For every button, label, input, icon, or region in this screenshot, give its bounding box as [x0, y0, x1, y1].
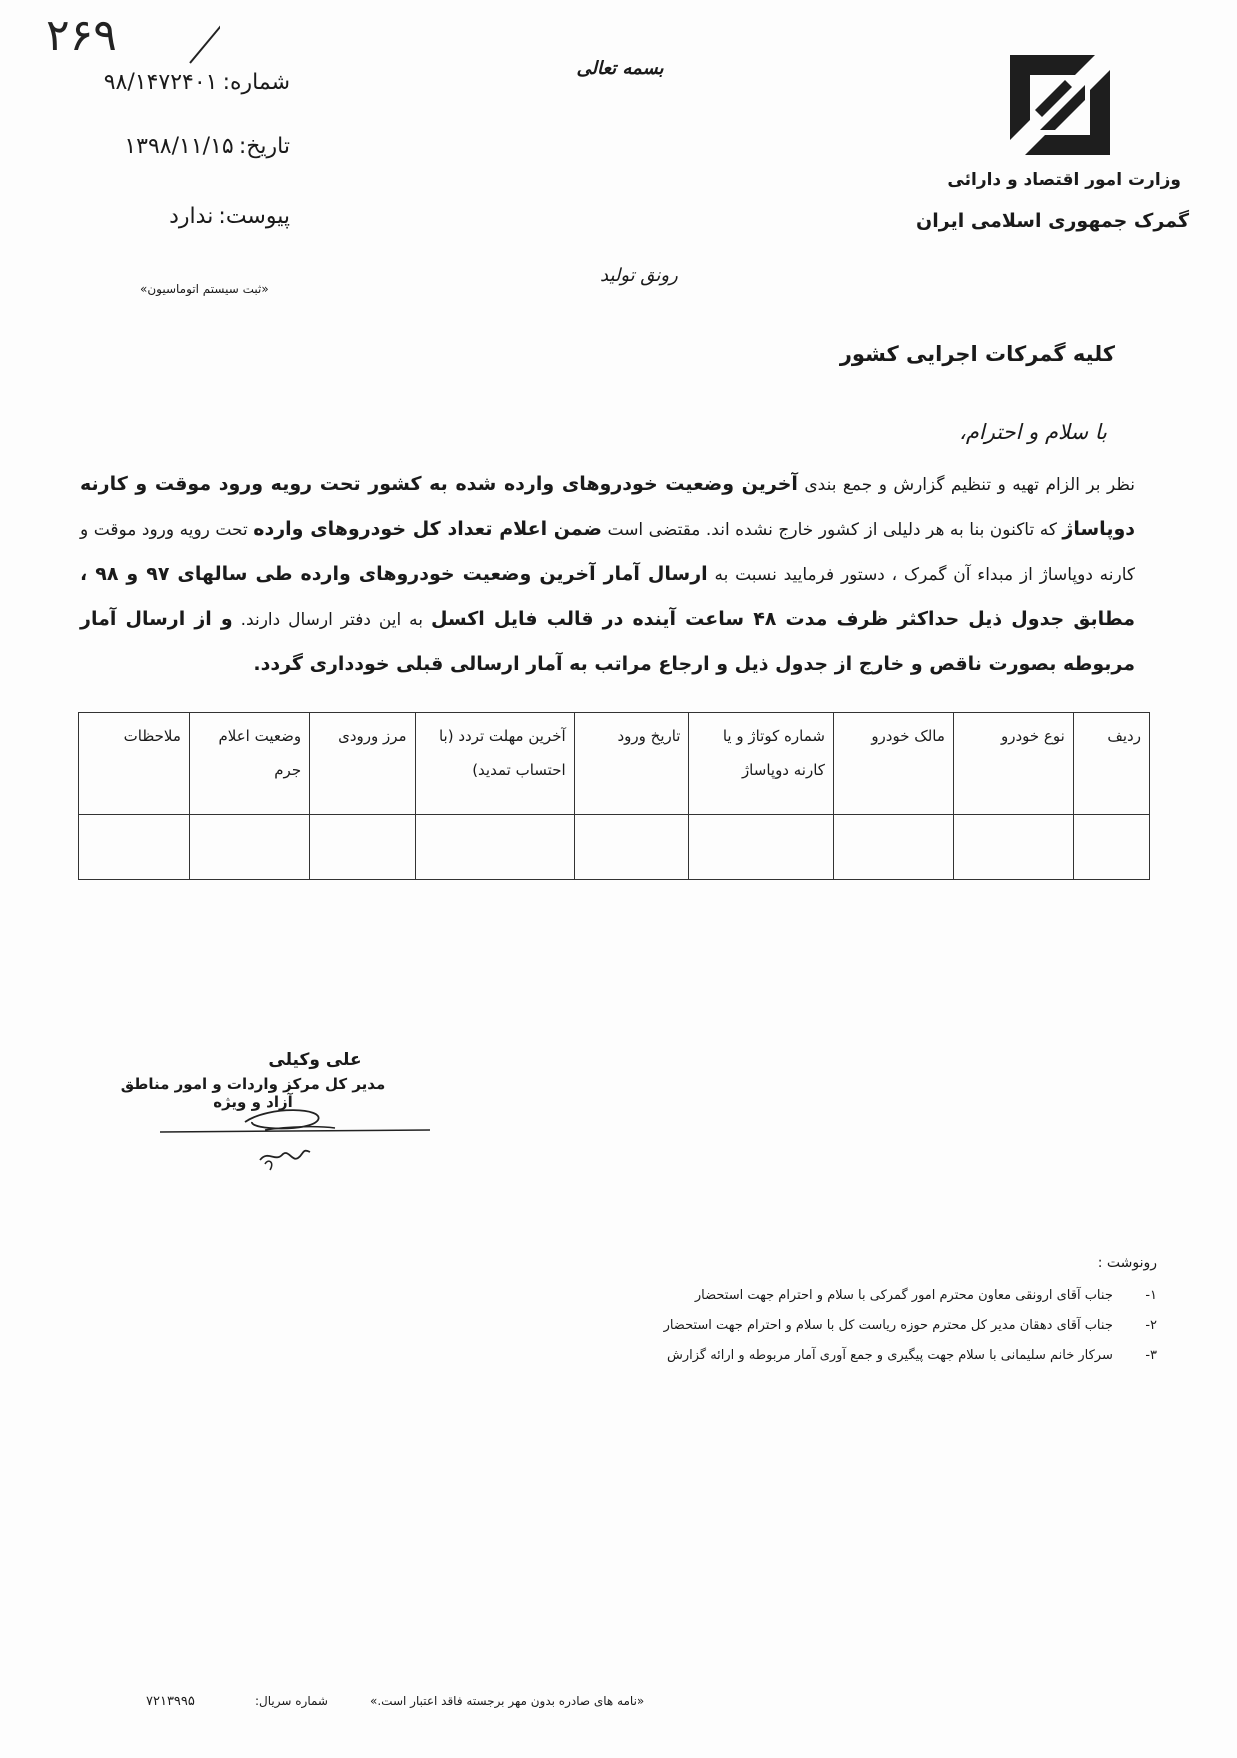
body-part-4: ضمن اعلام تعداد کل خودروهای وارده — [253, 518, 602, 540]
cc-item-text: جناب آقای ارونقی معاون محترم امور گمرکی با سلام و احترام جهت استحضار — [694, 1288, 1113, 1303]
table-header-cell: آخرین مهلت تردد (با احتساب تمدید) — [415, 713, 574, 815]
cc-item-number: ۳- — [1145, 1348, 1157, 1363]
slogan: رونق تولید — [600, 265, 678, 286]
attachment-label: پیوست: — [218, 204, 290, 229]
ministry-name: وزارت امور اقتصاد و دارائی — [947, 170, 1181, 190]
signatory-name: علی وکیلی — [268, 1050, 362, 1070]
body-part-6: ارسال آمار آخرین وضعیت خودروهای وارده طی سالهای ۹۷ و ۹۸ ، مطابق جدول ذیل حداکثر ظرف مدت ۴۸ ساعت آینده در قالب فایل اکسل — [80, 563, 1136, 630]
date-label: تاریخ: — [238, 134, 290, 159]
table-cell — [689, 814, 833, 879]
cc-item — [695, 1288, 1157, 1303]
table-cell — [310, 814, 415, 879]
attachment-row — [150, 204, 290, 229]
cc-item-number: ۲- — [1145, 1318, 1157, 1333]
serial-label: شماره سریال: — [255, 1694, 328, 1708]
table-header-row — [79, 713, 1150, 815]
handwritten-number: ۲۶۹ — [46, 10, 117, 61]
handwritten-slash-icon — [40, 8, 220, 68]
number-value: ۹۸/۱۴۷۲۴۰۱ — [103, 70, 218, 95]
table-row — [79, 814, 1150, 879]
table-header-cell: تاریخ ورود — [574, 713, 689, 815]
table-header-cell: شماره کوتاژ و یا کارنه دوپاساژ — [689, 713, 833, 815]
salutation: با سلام و احترام، — [959, 420, 1107, 444]
table-header-cell: ردیف — [1073, 713, 1149, 815]
cc-item — [664, 1318, 1157, 1333]
customs-logo — [1000, 45, 1120, 165]
handwritten-note — [40, 8, 220, 68]
table-header-cell: ملاحظات — [79, 713, 190, 815]
date-value: ۱۳۹۸/۱۱/۱۵ — [124, 134, 234, 159]
footer-validity-note: «نامه های صادره بدون مهر برجسته فاقد اعتبار است.» — [370, 1694, 645, 1708]
body-part-8: و از ارسال آمار مربوطه بصورت ناقص و خارج از جدول ذیل و ارجاع مراتب به آمار ارسالی قبلی خودداری گردد. — [80, 608, 1135, 675]
table-cell — [189, 814, 309, 879]
system-note: «ثبت سیستم اتوماسیون» — [140, 282, 269, 296]
cc-item-text: جناب آقای دهقان مدیر کل محترم حوزه ریاست کل با سلام و احترام جهت استحضار — [663, 1318, 1113, 1333]
number-label: شماره: — [222, 70, 290, 95]
vehicle-status-table — [78, 712, 1150, 880]
table-cell — [953, 814, 1073, 879]
letter-body — [80, 462, 1135, 687]
cc-item-text: سرکار خانم سلیمانی با سلام جهت پیگیری و جمع آوری آمار مربوطه و ارائه گزارش — [666, 1348, 1113, 1363]
serial-value: ۷۲۱۳۹۹۵ — [146, 1694, 195, 1709]
handwritten-signature — [150, 1100, 430, 1180]
table-header-cell: نوع خودرو — [953, 713, 1073, 815]
body-part-1: نظر بر الزام تهیه و تنظیم گزارش و جمع بندی — [804, 475, 1136, 495]
table-header-cell: وضعیت اعلام جرم — [189, 713, 309, 815]
letter-number-row — [70, 70, 290, 95]
table-cell — [79, 814, 190, 879]
table-cell — [833, 814, 953, 879]
customs-logo-icon — [1000, 45, 1120, 165]
bismillah-heading: بسمه تعالی — [576, 58, 664, 79]
attachment-value: ندارد — [169, 204, 214, 229]
cc-item — [667, 1348, 1157, 1363]
cc-title: رونوشت : — [1097, 1255, 1157, 1271]
table-cell — [415, 814, 574, 879]
table-cell — [574, 814, 689, 879]
recipient: کلیه گمرکات اجرایی کشور — [839, 342, 1115, 366]
table-cell — [1073, 814, 1149, 879]
body-part-7: به این دفتر ارسال دارند. — [240, 610, 424, 630]
letter-date-row — [78, 134, 290, 159]
signature-scribble-icon — [150, 1100, 430, 1180]
table-header-cell: مالک خودرو — [833, 713, 953, 815]
body-part-5: تحت رویه ورود موقت و کارنه دوپاساژ از مبداء آن گمرک ، دستور فرمایید نسبت به — [80, 520, 1135, 585]
customs-name: گمرک جمهوری اسلامی ایران — [916, 210, 1189, 232]
table-header-cell: مرز ورودی — [310, 713, 415, 815]
cc-item-number: ۱- — [1145, 1288, 1157, 1303]
body-part-3: که تاکنون بنا به هر دلیلی از کشور خارج نشده اند. مقتضی است — [607, 520, 1057, 540]
signatory-title: مدیر کل مرکز واردات و امور مناطق آزاد و ویژه — [120, 1075, 386, 1111]
body-part-2: آخرین وضعیت خودروهای وارده شده به کشور تحت رویه ورود موقت و کارنه دوپاساژ — [80, 473, 1136, 540]
